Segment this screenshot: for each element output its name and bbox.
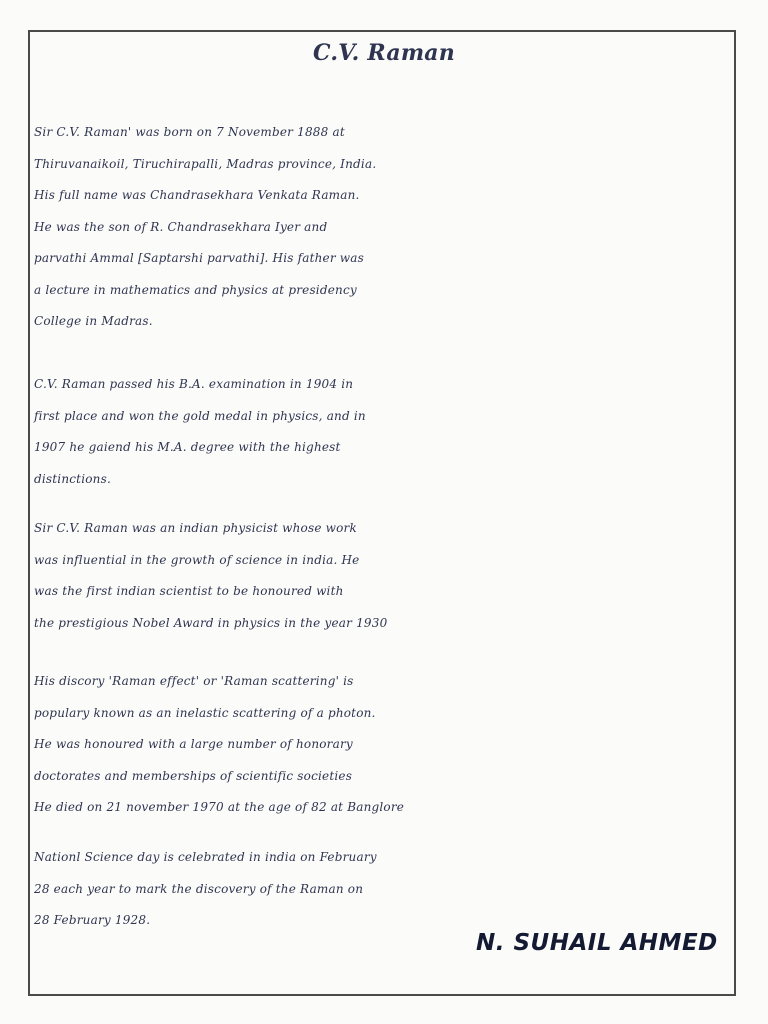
text-line: 28 each year to mark the discovery of the Raman on [34, 881, 364, 896]
text-line: a lecture in mathematics and physics at presidency [34, 282, 357, 297]
text-line: 1907 he gaiend his M.A. degree with the highest [34, 440, 341, 454]
text-line: Nationl Science day is celebrated in india on February [34, 850, 377, 864]
page-title: C.V. Raman [313, 40, 455, 66]
text-line: populary known as an inelastic scattering of a photon. [34, 705, 376, 720]
text-line: first place and won the gold medal in physics, and in [34, 408, 366, 423]
text-line: Thiruvanaikoil, Tiruchirapalli, Madras province, India. [34, 156, 377, 171]
text-line: He died on 21 november 1970 at the age of 82 at Banglore [34, 800, 405, 814]
paragraph-nobel [34, 513, 734, 639]
text-line: distinctions. [34, 471, 111, 486]
text-line: He was the son of R. Chandrasekhara Iyer and [34, 219, 328, 234]
text-line: doctorates and memberships of scientific societies [34, 768, 353, 783]
text-line: College in Madras. [34, 314, 153, 328]
paragraph-science-day [34, 842, 734, 937]
text-line: was influential in the growth of science in india. He [34, 552, 360, 567]
text-line: Sir C.V. Raman was an indian physicist whose work [34, 521, 357, 535]
text-line: the prestigious Nobel Award in physics in the year 1930 [34, 615, 388, 630]
author-signature: N. SUHAIL AHMED [476, 930, 718, 956]
text-line: He was honoured with a large number of honorary [34, 737, 353, 751]
paragraph-birth [34, 117, 734, 338]
text-line: C.V. Raman passed his B.A. examination in 1904 in [34, 377, 354, 391]
text-line: Sir C.V. Raman' was born on 7 November 1888 at [34, 125, 345, 139]
text-line: 28 February 1928. [34, 913, 151, 927]
paragraph-education [34, 369, 734, 495]
text-line: His discory 'Raman effect' or 'Raman scattering' is [34, 674, 354, 688]
paragraph-discovery [34, 666, 734, 824]
text-line: was the first indian scientist to be honoured with [34, 584, 344, 598]
text-line: parvathi Ammal [Saptarshi parvathi]. His father was [34, 251, 364, 265]
text-line: His full name was Chandrasekhara Venkata Raman. [34, 188, 360, 202]
